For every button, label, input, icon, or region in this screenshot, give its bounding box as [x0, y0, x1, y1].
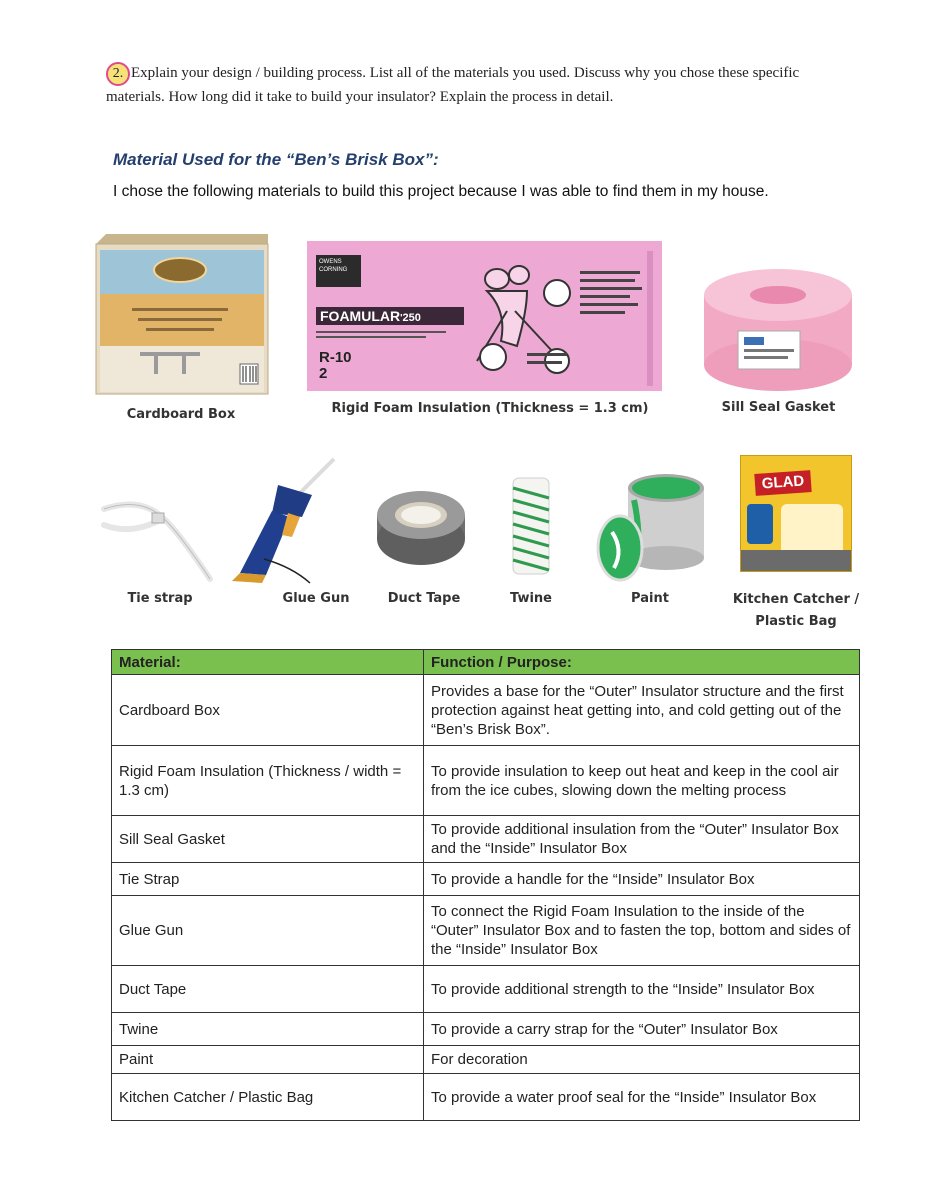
- table-row: [112, 896, 860, 966]
- caption-tie-strap: Tie strap: [127, 591, 193, 606]
- purpose-cell: For decoration: [424, 1046, 860, 1074]
- table-row: [112, 863, 860, 896]
- duct-tape-image: [371, 489, 471, 569]
- purpose-cell: To provide a carry strap for the “Outer” Insulator Box: [424, 1013, 860, 1046]
- material-cell: Paint: [112, 1046, 424, 1074]
- purpose-cell: Provides a base for the “Outer” Insulator structure and the first protection against heat getting into, and cold getting out of the “Ben’s Brisk Box”.: [424, 675, 860, 746]
- purpose-cell: To provide additional insulation from the “Outer” Insulator Box and the “Inside” Insulator Box: [424, 816, 860, 863]
- material-cell: Sill Seal Gasket: [112, 816, 424, 863]
- question-prompt: [106, 62, 836, 109]
- caption-glue-gun: Glue Gun: [282, 591, 350, 606]
- caption-paint: Paint: [631, 591, 669, 606]
- caption-cardboard-box: Cardboard Box: [126, 407, 236, 422]
- caption-sill-seal: Sill Seal Gasket: [721, 400, 836, 415]
- table-row: [112, 1046, 860, 1074]
- caption-twine: Twine: [510, 591, 552, 606]
- twine-image: [507, 474, 555, 578]
- foam-thickness: 2: [319, 365, 328, 382]
- table-row: [112, 746, 860, 816]
- table-header-row: [112, 650, 860, 675]
- glue-gun-image: [222, 455, 342, 587]
- table-row: [112, 1074, 860, 1121]
- owens-corning-logo: OWENS CORNING: [316, 255, 361, 287]
- caption-duct-tape: Duct Tape: [387, 591, 461, 606]
- header-material: Material:: [112, 650, 424, 675]
- header-function: Function / Purpose:: [424, 650, 860, 675]
- material-cell: Duct Tape: [112, 966, 424, 1013]
- tie-strap-image: [100, 495, 222, 587]
- caption-rigid-foam: Rigid Foam Insulation (Thickness = 1.3 cm): [331, 401, 649, 416]
- purpose-cell: To connect the Rigid Foam Insulation to the inside of the “Outer” Insulator Box and to fasten the top, bottom and sides of the “Inside” Insulator Box: [424, 896, 860, 966]
- purpose-cell: To provide a water proof seal for the “Inside” Insulator Box: [424, 1074, 860, 1121]
- question-number: 2.: [106, 62, 130, 86]
- table-row: [112, 1013, 860, 1046]
- question-text: Explain your design / building process. List all of the materials you used. Discuss why you chose these specific materials. How long did it take to build your insulator? Explain the process in detail.: [106, 65, 800, 105]
- section-title: Material Used for the “Ben’s Brisk Box”:: [113, 150, 439, 169]
- glad-bag-box-image: [740, 455, 852, 572]
- foam-rvalue: R-10: [319, 349, 352, 366]
- paint-can-image: [594, 458, 712, 584]
- table-row: [112, 675, 860, 746]
- material-cell: Tie Strap: [112, 863, 424, 896]
- material-cell: Rigid Foam Insulation (Thickness / width = 1.3 cm): [112, 746, 424, 816]
- foamular-label: FOAMULAR'250: [316, 307, 464, 325]
- materials-table: [111, 649, 860, 1121]
- purpose-cell: To provide additional strength to the “Inside” Insulator Box: [424, 966, 860, 1013]
- caption-kitchen-catcher-line2: Plastic Bag: [755, 614, 837, 629]
- table-row: [112, 816, 860, 863]
- caption-kitchen-catcher: [726, 589, 866, 633]
- material-cell: Twine: [112, 1013, 424, 1046]
- sill-seal-gasket-image: [694, 267, 862, 393]
- material-cell: Glue Gun: [112, 896, 424, 966]
- purpose-cell: To provide a handle for the “Inside” Insulator Box: [424, 863, 860, 896]
- material-cell: Cardboard Box: [112, 675, 424, 746]
- material-cell: Kitchen Catcher / Plastic Bag: [112, 1074, 424, 1121]
- intro-text: I chose the following materials to build this project because I was able to find them in my house.: [113, 183, 769, 200]
- purpose-cell: To provide insulation to keep out heat and keep in the cool air from the ice cubes, slowing down the melting process: [424, 746, 860, 816]
- rigid-foam-image: [307, 241, 662, 391]
- cardboard-box-image: [92, 230, 270, 395]
- table-row: [112, 966, 860, 1013]
- caption-kitchen-catcher-line1: Kitchen Catcher /: [732, 592, 860, 607]
- glad-logo: GLAD: [754, 470, 811, 496]
